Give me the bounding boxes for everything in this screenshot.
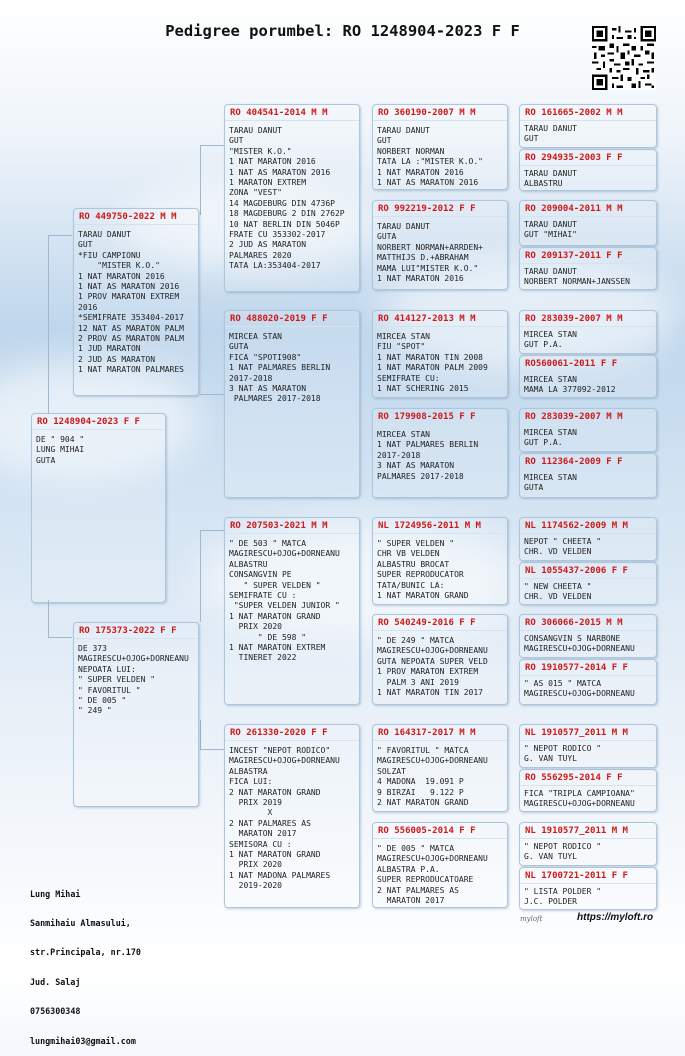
ring-number: RO 161665-2002 M M (525, 108, 623, 118)
ring-number: NL 1910577_2011 M M (525, 826, 628, 836)
ring-number: NL 1174562-2009 M M (525, 521, 628, 531)
pigeon-details: NEPOT " CHEETA " CHR. VD VELDEN (524, 537, 602, 557)
pedigree-card-g16[interactable] (519, 867, 657, 910)
pedigree-card-dsd[interactable] (372, 614, 508, 705)
pedigree-card-ddd[interactable] (372, 822, 508, 908)
pedigree-card-g8[interactable] (519, 453, 657, 498)
pedigree-card-sdd[interactable] (372, 408, 508, 498)
signature-logo: myloft (520, 915, 543, 923)
pigeon-details: MIRCEA STAN MAMA LA 377092-2012 (524, 375, 616, 395)
ring-number: RO 164317-2017 M M (378, 728, 476, 738)
ring-number: RO 992219-2012 F F (378, 204, 476, 214)
ring-number: RO 488020-2019 F F (230, 314, 328, 324)
pigeon-details: TARAU DANUT GUT "MISTER K.O." 1 NAT MARATON 2016 1 NAT AS MARATON 2016 1 MARATON EXTREM ZONA "VEST" 14 MAGDEBURG DIN 4736P 18 MAGDEBURG 2 DIN 2762P 10 NAT BERLIN DIN 5046P FRATE CU 353302-2017 2 JUD AS MARATON PALMARES 2020 TATA LA:353404-2017 (229, 126, 345, 271)
pigeon-details: DE " 904 " LUNG MIHAI GUTA (36, 435, 85, 465)
pedigree-card-g1[interactable] (519, 104, 657, 148)
pedigree-card-dd[interactable] (224, 724, 360, 908)
pigeon-details: MIRCEA STAN GUTA (524, 473, 577, 493)
pigeon-details: MIRCEA STAN GUT P.A. (524, 330, 577, 350)
ring-number: NL 1724956-2011 M M (378, 521, 481, 531)
ring-number: RO 175373-2022 F F (79, 626, 177, 636)
ring-number: RO 556005-2014 F F (378, 826, 476, 836)
pedigree-card-g13[interactable] (519, 724, 657, 768)
tree-connector (200, 720, 224, 750)
pedigree-card-g6[interactable] (519, 355, 657, 398)
ring-number: RO 283039-2007 M M (525, 314, 623, 324)
pigeon-details: " LISTA POLDER " J.C. POLDER (524, 887, 602, 907)
ring-number: RO 1910577-2014 F F (525, 663, 628, 673)
pigeon-details: CONSANGVIN S NARBONE MAGIRESCU+OJOG+DORNEANU (524, 634, 635, 654)
pigeon-details: " DE 005 " MATCA MAGIRESCU+OJOG+DORNEANU ALBASTRA P.A. SUPER REPRODUCATOARE 2 NAT PALMARES AS MARATON 2017 (377, 844, 488, 906)
owner-county: Jud. Salaj (30, 976, 81, 987)
ring-number: RO 179908-2015 F F (378, 412, 476, 422)
owner-email[interactable]: lungmihai03@gmail.com (30, 1035, 136, 1046)
ring-number: RO 294935-2003 F F (525, 153, 623, 163)
pigeon-details: DE 373 MAGIRESCU+OJOG+DORNEANU NEPOATA LUI: " SUPER VELDEN " " FAVORITUL " " DE 005 " " 249 " (78, 644, 189, 716)
pedigree-card-g11[interactable] (519, 614, 657, 658)
pigeon-details: TARAU DANUT NORBERT NORMAN+JANSSEN (524, 267, 630, 287)
pedigree-card-sss[interactable] (372, 104, 508, 190)
pigeon-details: TARAU DANUT GUT (524, 124, 577, 144)
pigeon-details: " NEW CHEETA " CHR. VD VELDEN (524, 582, 592, 602)
ring-number: RO 209137-2011 F F (525, 251, 623, 261)
tree-connector (200, 530, 224, 622)
pedigree-card-sds[interactable] (372, 310, 508, 398)
pigeon-details: " FAVORITUL " MATCA MAGIRESCU+OJOG+DORNEANU SOLZAT 4 MADONA 19.091 P 9 BIRZAI 9.122 P 2 NAT MARATON GRAND (377, 746, 488, 808)
pigeon-details: " DE 249 " MATCA MAGIRESCU+OJOG+DORNEANU GUTA NEPOATA SUPER VELD 1 PROV MARATON EXTREM PALM 3 ANI 2019 1 NAT MARATON TIN 2017 (377, 636, 488, 698)
ring-number: NL 1055437-2006 F F (525, 566, 628, 576)
pigeon-details: FICA "TRIPLA CAMPIOANA" MAGIRESCU+OJOG+DORNEANU (524, 789, 635, 809)
pigeon-details: MIRCEA STAN 1 NAT PALMARES BERLIN 2017-2018 3 NAT AS MARATON PALMARES 2017-2018 (377, 430, 479, 481)
ring-number: RO 449750-2022 M M (79, 212, 177, 222)
ring-number: RO 306066-2015 M M (525, 618, 623, 628)
pigeon-details: MIRCEA STAN GUT P.A. (524, 428, 577, 448)
ring-number: RO 556295-2014 F F (525, 773, 623, 783)
ring-number: RO 1248904-2023 F F (37, 417, 140, 427)
page-title: Pedigree porumbel: RO 1248904-2023 F F (165, 22, 520, 40)
pigeon-details: " NEPOT RODICO " G. VAN TUYL (524, 744, 602, 764)
pigeon-details: " AS 015 " MATCA MAGIRESCU+OJOG+DORNEANU (524, 679, 635, 699)
owner-street: str.Principala, nr.170 (30, 947, 141, 958)
pedigree-card-g4[interactable] (519, 247, 657, 290)
pedigree-card-g5[interactable] (519, 310, 657, 354)
owner-name: Lung Mihai (30, 888, 81, 899)
pedigree-card-sd[interactable] (224, 310, 360, 498)
pedigree-card-g15[interactable] (519, 822, 657, 866)
pedigree-card-sire[interactable] (73, 208, 199, 396)
ring-number: RO 112364-2009 F F (525, 457, 623, 467)
website-link[interactable]: https://myloft.ro (577, 912, 654, 923)
pedigree-card-ss[interactable] (224, 104, 360, 292)
pedigree-card-g14[interactable] (519, 769, 657, 812)
pigeon-details: " SUPER VELDEN " CHR VB VELDEN ALBASTRU BROCAT SUPER REPRODUCATOR TATA/BUNIC LA: 1 NAT MARATON GRAND (377, 539, 469, 601)
ring-number: NL 1700721-2011 F F (525, 871, 628, 881)
pigeon-details: TARAU DANUT GUT *FIU CAMPIONU "MISTER K.O." 1 NAT MARATON 2016 1 NAT AS MARATON 2016 1 PROV MARATON EXTREM 2016 *SEMIFRATE 353404-2017 12 NAT AS MARATON PALM 2 PROV AS MARATON PALM 1 JUD MARATON 2 JUD AS MARATON 1 NAT MARATON PALMARES (78, 230, 184, 375)
pigeon-details: TARAU DANUT GUTA NORBERT NORMAN+ARRDEN+ MATTHIJS D.+ABRAHAM MAMA LUI"MISTER K.O." 1 NAT MARATON 2016 (377, 222, 483, 284)
pigeon-details: MIRCEA STAN GUTA FICA "SPOTI908" 1 NAT PALMARES BERLIN 2017-2018 3 NAT AS MARATON PALMARES 2017-2018 (229, 332, 331, 404)
ring-number: RO 414127-2013 M M (378, 314, 476, 324)
pigeon-details: " DE 503 " MATCA MAGIRESCU+OJOG+DORNEANU ALBASTRU CONSANGVIN PE " SUPER VELDEN " SEMIFRATE CU : "SUPER VELDEN JUNIOR " 1 NAT MARATON GRAND PRIX 2020 " DE 598 " 1 NAT MARATON EXTREM TINERET 2022 (229, 539, 340, 663)
ring-number: RO 261330-2020 F F (230, 728, 328, 738)
pigeon-details: MIRCEA STAN FIU "SPOT" 1 NAT MARATON TIN 2008 1 NAT MARATON PALM 2009 SEMIFRATE CU: 1 NAT SCHERING 2015 (377, 332, 488, 394)
owner-contact (30, 870, 141, 1056)
tree-connector (200, 145, 224, 215)
ring-number: RO 404541-2014 M M (230, 108, 328, 118)
ring-number: RO 209004-2011 M M (525, 204, 623, 214)
pedigree-card-dam[interactable] (73, 622, 199, 807)
pedigree-card-dss[interactable] (372, 517, 508, 605)
pedigree-card-ds[interactable] (224, 517, 360, 705)
pedigree-card-ssd[interactable] (372, 200, 508, 290)
pedigree-card-dds[interactable] (372, 724, 508, 812)
ring-number: RO 360190-2007 M M (378, 108, 476, 118)
pigeon-details: INCEST "NEPOT RODICO" MAGIRESCU+OJOG+DORNEANU ALBASTRA FICA LUI: 2 NAT MARATON GRAND PRIX 2019 X 2 NAT PALMARES AS MARATON 2017 SEMISORA CU : 1 NAT MARATON GRAND PRIX 2020 1 NAT MADONA PALMARES 2019-2020 (229, 746, 340, 891)
tree-connector (48, 235, 72, 413)
ring-number: RO 283039-2007 M M (525, 412, 623, 422)
pedigree-card-g3[interactable] (519, 200, 657, 246)
ring-number: RO560061-2011 F F (525, 359, 618, 369)
pedigree-card-g2[interactable] (519, 149, 657, 191)
pigeon-details: TARAU DANUT GUT "MIHAI" (524, 220, 577, 240)
qr-code-icon (592, 26, 656, 90)
pedigree-card-g9[interactable] (519, 517, 657, 561)
ring-number: RO 207503-2021 M M (230, 521, 328, 531)
ring-number: RO 540249-2016 F F (378, 618, 476, 628)
pedigree-card-subject[interactable] (31, 413, 166, 603)
pigeon-details: TARAU DANUT GUT NORBERT NORMAN TATA LA :"MISTER K.O." 1 NAT MARATON 2016 1 NAT AS MARATON 2016 (377, 126, 483, 188)
tree-connector (200, 394, 224, 395)
owner-address: Sanmihaiu Almasului, (30, 917, 131, 928)
pedigree-card-g10[interactable] (519, 562, 657, 605)
pigeon-details: " NEPOT RODICO " G. VAN TUYL (524, 842, 602, 862)
tree-connector (48, 600, 72, 638)
pedigree-card-g7[interactable] (519, 408, 657, 452)
pigeon-details: TARAU DANUT ALBASTRU (524, 169, 577, 189)
pedigree-card-g12[interactable] (519, 659, 657, 705)
owner-phone: 0756300348 (30, 1006, 81, 1017)
ring-number: NL 1910577_2011 M M (525, 728, 628, 738)
